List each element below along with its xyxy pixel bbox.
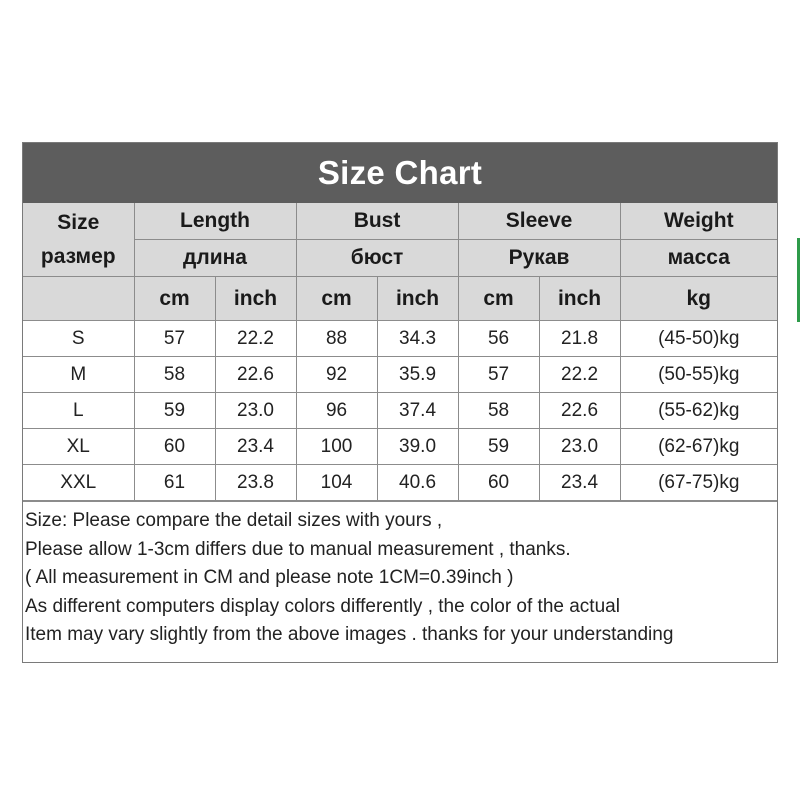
note-line: Item may vary slightly from the above images . thanks for your understanding xyxy=(25,624,674,646)
value-cell: 59 xyxy=(458,429,539,465)
weight-header-ru: масса xyxy=(620,240,777,277)
size-table xyxy=(23,203,777,501)
value-cell: 22.6 xyxy=(215,357,296,393)
value-cell: 37.4 xyxy=(377,393,458,429)
size-chart xyxy=(22,142,778,663)
value-cell: 96 xyxy=(296,393,377,429)
table-body xyxy=(23,321,777,501)
value-cell: 23.0 xyxy=(215,393,296,429)
size-cell: L xyxy=(23,393,134,429)
header-row-ru xyxy=(23,240,777,277)
unit-cell: inch xyxy=(377,277,458,321)
header-row-en xyxy=(23,203,777,240)
note-line: Please allow 1-3cm differs due to manual measurement , thanks. xyxy=(25,538,571,560)
value-cell: 23.0 xyxy=(539,429,620,465)
size-cell: XL xyxy=(23,429,134,465)
value-cell: 56 xyxy=(458,321,539,357)
value-cell: (62-67)kg xyxy=(620,429,777,465)
value-cell: 34.3 xyxy=(377,321,458,357)
value-cell: 60 xyxy=(134,429,215,465)
table-row xyxy=(23,393,777,429)
value-cell: 39.0 xyxy=(377,429,458,465)
bust-header-ru: бюст xyxy=(296,240,458,277)
value-cell: 22.2 xyxy=(215,321,296,357)
bust-header: Bust xyxy=(296,203,458,240)
size-cell: M xyxy=(23,357,134,393)
value-cell: (45-50)kg xyxy=(620,321,777,357)
value-cell: 35.9 xyxy=(377,357,458,393)
note-line: Size: Please compare the detail sizes with yours , xyxy=(25,510,443,531)
value-cell: 92 xyxy=(296,357,377,393)
unit-row xyxy=(23,277,777,321)
value-cell: 60 xyxy=(458,465,539,501)
value-cell: (55-62)kg xyxy=(620,393,777,429)
value-cell: 57 xyxy=(458,357,539,393)
value-cell: 88 xyxy=(296,321,377,357)
value-cell: 22.6 xyxy=(539,393,620,429)
notes-block xyxy=(23,501,777,662)
table-row xyxy=(23,465,777,501)
value-cell: 40.6 xyxy=(377,465,458,501)
chart-title: Size Chart xyxy=(23,143,777,203)
value-cell: 58 xyxy=(458,393,539,429)
value-cell: (67-75)kg xyxy=(620,465,777,501)
note-line: ( All measurement in CM and please note 1CM=0.39inch ) xyxy=(25,567,514,589)
length-header: Length xyxy=(134,203,296,240)
value-cell: 61 xyxy=(134,465,215,501)
unit-cell-blank xyxy=(23,277,134,321)
value-cell: 104 xyxy=(296,465,377,501)
weight-header: Weight xyxy=(620,203,777,240)
value-cell: 58 xyxy=(134,357,215,393)
unit-cell: cm xyxy=(134,277,215,321)
note-line: As different computers display colors differently , the color of the actual xyxy=(25,595,620,617)
unit-cell: cm xyxy=(458,277,539,321)
unit-cell: inch xyxy=(215,277,296,321)
value-cell: 23.4 xyxy=(539,465,620,501)
value-cell: (50-55)kg xyxy=(620,357,777,393)
value-cell: 57 xyxy=(134,321,215,357)
value-cell: 21.8 xyxy=(539,321,620,357)
unit-cell: cm xyxy=(296,277,377,321)
length-header-ru: длина xyxy=(134,240,296,277)
sleeve-header-ru: Рукав xyxy=(458,240,620,277)
size-header-cell xyxy=(23,203,134,277)
unit-cell: kg xyxy=(620,277,777,321)
value-cell: 100 xyxy=(296,429,377,465)
value-cell: 23.4 xyxy=(215,429,296,465)
table-row xyxy=(23,321,777,357)
value-cell: 59 xyxy=(134,393,215,429)
value-cell: 22.2 xyxy=(539,357,620,393)
size-header-ru: размер xyxy=(40,244,116,268)
unit-cell: inch xyxy=(539,277,620,321)
size-cell: S xyxy=(23,321,134,357)
value-cell: 23.8 xyxy=(215,465,296,501)
table-row xyxy=(23,357,777,393)
size-cell: XXL xyxy=(23,465,134,501)
table-row xyxy=(23,429,777,465)
size-header-en: Size xyxy=(57,210,100,234)
sleeve-header: Sleeve xyxy=(458,203,620,240)
